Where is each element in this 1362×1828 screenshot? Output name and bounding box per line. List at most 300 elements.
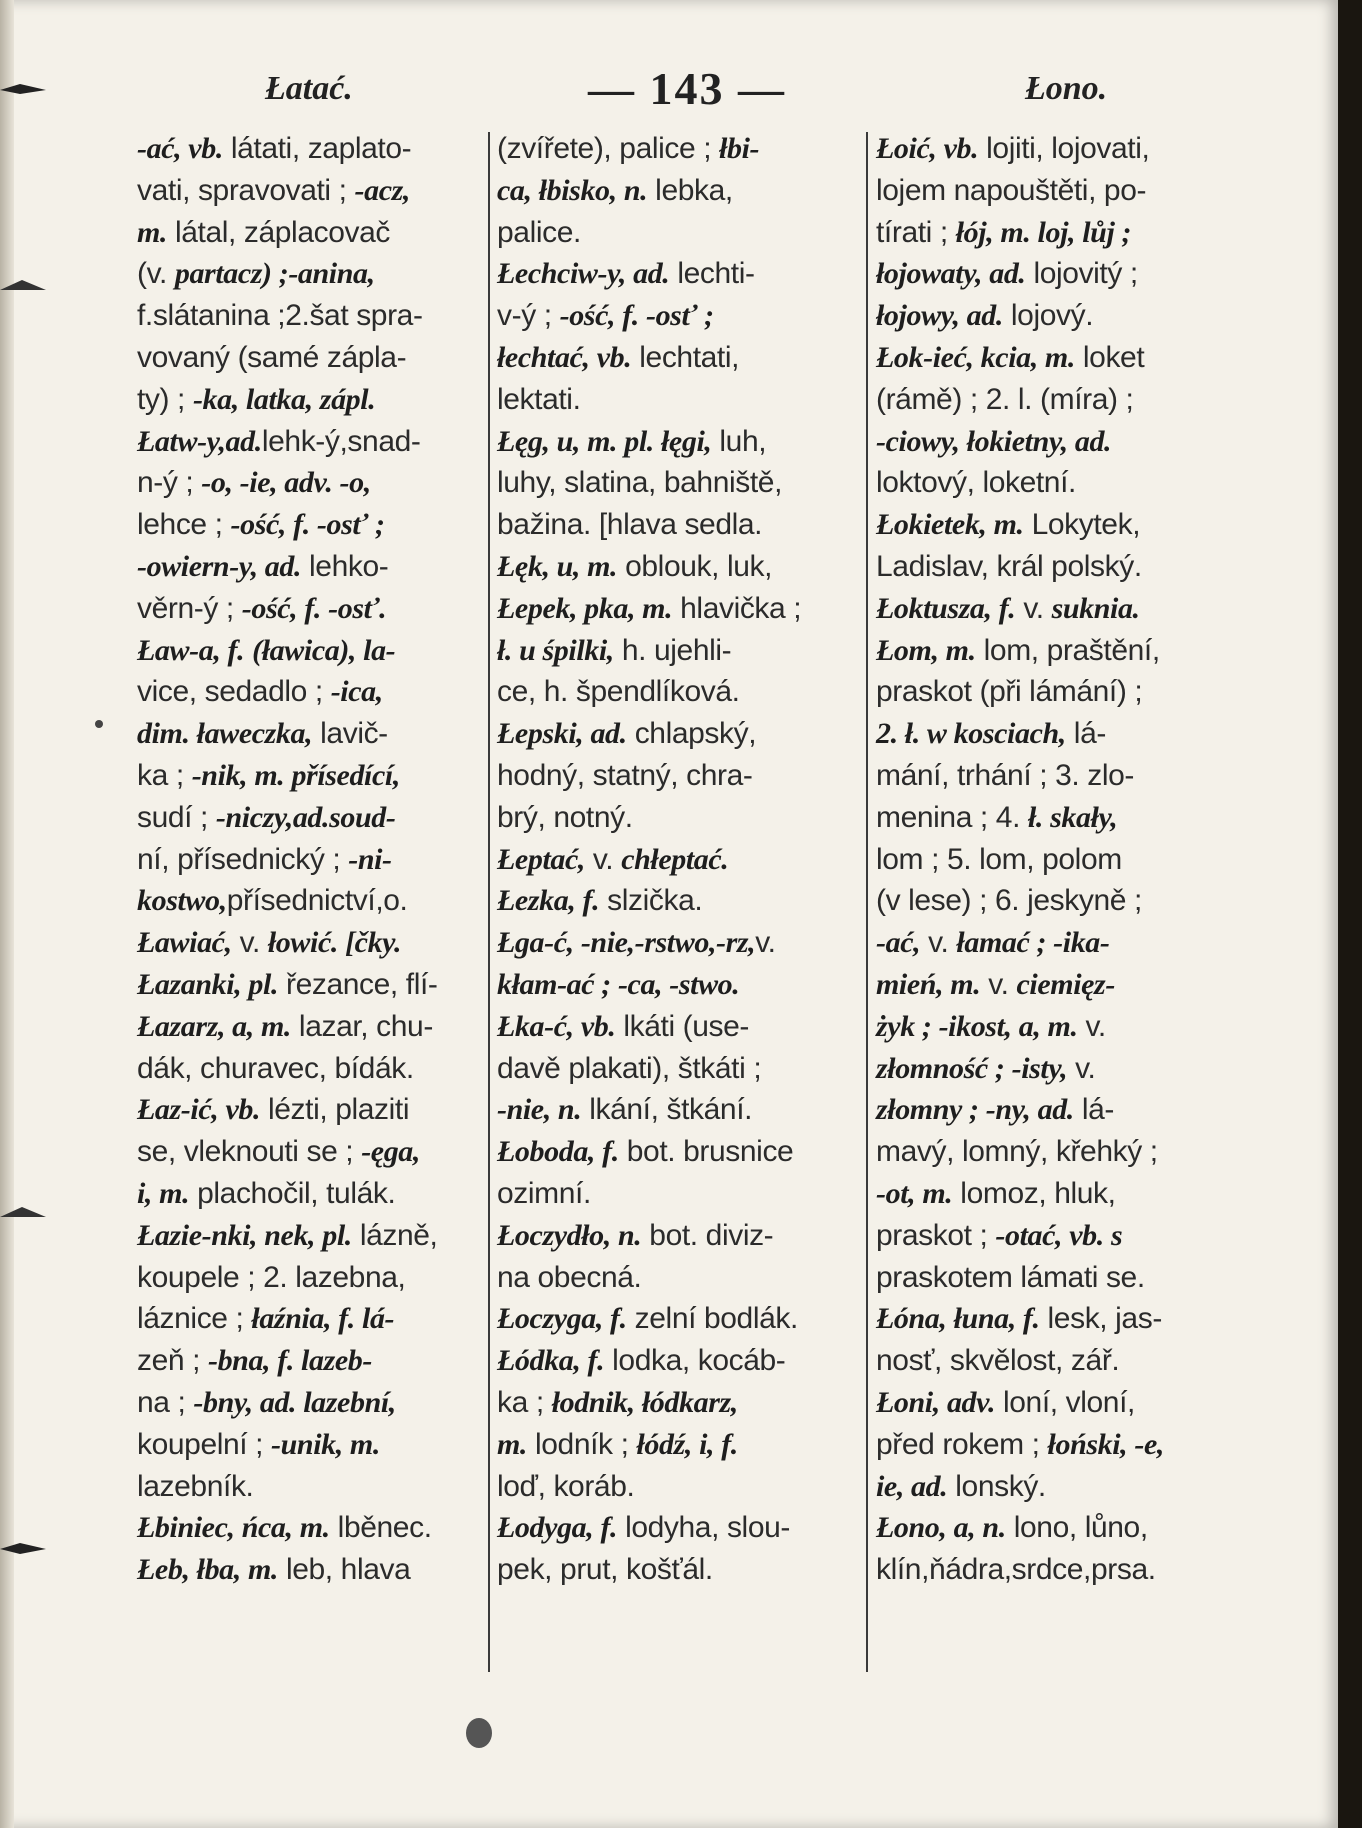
entry-headword: kostwo,	[137, 884, 227, 918]
entry-text: bažina. [hlava sedla.	[497, 508, 763, 542]
entry-headword: żyk ; -ikost, a, m.	[876, 1009, 1078, 1043]
entry-text: (rámě) ; 2. l. (míra) ;	[876, 382, 1134, 416]
entry-headword: Łęg, u, m. pl. łęgi,	[497, 424, 712, 458]
entry-text: v.	[755, 926, 776, 960]
entry-text: se, vleknouti se ;	[137, 1135, 362, 1169]
entry-inflection: -o, -ie, adv. -o,	[201, 466, 371, 500]
dictionary-line	[876, 1340, 1246, 1382]
entry-text: lběnec.	[329, 1511, 432, 1545]
dictionary-line	[137, 462, 487, 504]
dictionary-line	[876, 337, 1246, 379]
entry-text: lá-	[1065, 717, 1106, 751]
entry-text: (v.	[137, 257, 175, 291]
dictionary-line	[497, 1549, 867, 1591]
column-1	[137, 128, 487, 1591]
entry-inflection: chłeptać.	[621, 842, 729, 876]
entry-text: chlapský,	[626, 717, 757, 751]
dictionary-line	[137, 713, 487, 755]
entry-inflection: suknia.	[1051, 591, 1140, 625]
entry-text: n-ý ;	[137, 466, 202, 500]
entry-headword: dim. ławeczka,	[137, 717, 313, 751]
dictionary-line	[497, 295, 867, 337]
entry-text: vati, spravovati ;	[137, 173, 355, 207]
entry-text: pek, prut, košťál.	[497, 1553, 713, 1587]
dictionary-line	[497, 1048, 867, 1090]
dictionary-line	[497, 713, 867, 755]
entry-text: ka ;	[497, 1385, 552, 1419]
entry-text: hlavička ;	[672, 591, 802, 625]
entry-inflection: ciemięz-	[1016, 967, 1115, 1001]
entry-headword: Łazarz, a, m.	[137, 1009, 291, 1043]
dictionary-line	[876, 1089, 1246, 1131]
dictionary-line	[497, 1424, 867, 1466]
dictionary-line	[497, 504, 867, 546]
entry-headword: Łóna, łuna, f.	[876, 1302, 1040, 1336]
entry-text: v.	[980, 967, 1017, 1001]
dictionary-line	[876, 839, 1246, 881]
dictionary-line	[137, 1466, 487, 1508]
entry-headword: Łga-ć, -nie,-rstwo,-rz,	[497, 926, 756, 960]
entry-text: praskot (při lámání) ;	[876, 675, 1143, 709]
entry-text: v.	[231, 926, 268, 960]
entry-text: lézti, plaziti	[260, 1093, 410, 1127]
entry-headword: Łeptać,	[497, 842, 585, 876]
dictionary-line	[876, 755, 1246, 797]
dictionary-line	[876, 1006, 1246, 1048]
dictionary-line	[876, 1424, 1246, 1466]
dictionary-line	[137, 337, 487, 379]
dictionary-line	[497, 922, 867, 964]
entry-inflection: -ość, f. -osť.	[241, 591, 387, 625]
entry-text: v.	[920, 926, 957, 960]
entry-inflection: -ość, f. -osť ;	[230, 508, 385, 542]
dictionary-line	[876, 1257, 1246, 1299]
dictionary-line	[497, 462, 867, 504]
entry-inflection: -ni-	[348, 842, 392, 876]
dictionary-line	[137, 128, 487, 170]
ink-speck	[95, 720, 103, 728]
entry-text	[244, 634, 252, 667]
entry-inflection: łoński, -e,	[1047, 1427, 1164, 1461]
entry-headword: Łódka, f.	[497, 1344, 605, 1378]
dictionary-line	[497, 1006, 867, 1048]
dictionary-line	[137, 671, 487, 713]
entry-text: lazar, chu-	[291, 1009, 433, 1043]
entry-text: vice, sedadlo ;	[137, 675, 331, 709]
dictionary-line	[137, 1089, 487, 1131]
entry-inflection: ł. skały,	[1027, 800, 1118, 834]
entry-text: nosť, skvělost, zář.	[876, 1344, 1120, 1378]
entry-headword: Łezka, f.	[497, 884, 600, 918]
dictionary-line	[137, 797, 487, 839]
entry-text: slzička.	[599, 884, 703, 918]
dictionary-line	[876, 421, 1246, 463]
dictionary-line	[137, 922, 487, 964]
entry-inflection: -bny, ad. lazební,	[193, 1385, 396, 1419]
dictionary-line	[137, 546, 487, 588]
entry-headword: -ać, vb.	[137, 132, 223, 165]
entry-text: praskotem lámati se.	[876, 1260, 1145, 1294]
entry-text: praskot ;	[876, 1218, 996, 1252]
entry-text: látati, zaplato-	[222, 132, 412, 165]
entry-text: lonský.	[947, 1469, 1046, 1503]
dictionary-line	[137, 1549, 487, 1591]
dictionary-line	[876, 797, 1246, 839]
entry-headword: Ław-a, f.	[137, 633, 245, 667]
entry-text: luh,	[711, 424, 767, 458]
entry-text: lavič-	[312, 717, 388, 751]
entry-headword: kłam-ać ; -ca, -stwo.	[497, 967, 740, 1001]
entry-text: tírati ;	[876, 215, 956, 249]
entry-text: oblouk, luk,	[617, 549, 773, 583]
entry-text: v-ý ;	[497, 299, 560, 333]
entry-headword: -nie, n.	[497, 1093, 582, 1127]
entry-text: zelní bodlák.	[626, 1302, 798, 1336]
entry-inflection: łój, m. loj, lůj ;	[955, 215, 1132, 249]
dictionary-line	[497, 671, 867, 713]
dictionary-line	[497, 630, 867, 672]
entry-inflection: łbi-	[719, 132, 760, 165]
entry-headword: -ciowy, łokietny, ad.	[876, 424, 1112, 458]
entry-inflection: łódź, i, f.	[636, 1427, 738, 1461]
dictionary-line	[497, 546, 867, 588]
dictionary-line	[137, 1507, 487, 1549]
entry-inflection: -otać, vb. s	[995, 1218, 1123, 1252]
page-edge-mark	[0, 1540, 46, 1556]
dictionary-line	[137, 630, 487, 672]
entry-headword: mień, m.	[876, 967, 981, 1001]
dictionary-line	[876, 713, 1246, 755]
entry-text: klín,ňádra,srdce,prsa.	[876, 1553, 1156, 1587]
entry-text: lono, lůno,	[1005, 1511, 1148, 1545]
dictionary-line	[497, 421, 867, 463]
entry-text: loď, koráb.	[497, 1469, 635, 1503]
dictionary-line	[876, 880, 1246, 922]
dictionary-line	[497, 1131, 867, 1173]
entry-text: davě plakati), štkáti ;	[497, 1051, 762, 1085]
entry-text: Ladislav, král polský.	[876, 549, 1142, 583]
dictionary-line	[497, 337, 867, 379]
dictionary-line	[497, 755, 867, 797]
left-running-headword: Łatać.	[265, 70, 353, 107]
entry-text: lazebník.	[137, 1469, 254, 1503]
dictionary-line	[876, 964, 1246, 1006]
dictionary-line	[137, 1424, 487, 1466]
entry-text: v.	[1067, 1051, 1096, 1085]
entry-headword: Ławiać,	[137, 926, 232, 960]
entry-text: lojový.	[1002, 299, 1094, 333]
entry-text: lehko-	[301, 549, 389, 583]
dictionary-line	[137, 1340, 487, 1382]
entry-headword: Łka-ć, vb.	[497, 1009, 616, 1043]
dictionary-line	[876, 546, 1246, 588]
entry-inflection: łodnik, łódkarz,	[551, 1385, 738, 1419]
entry-text: mavý, lomný, křehký ;	[876, 1135, 1158, 1169]
entry-headword: łechtać, vb.	[497, 340, 632, 374]
dictionary-line	[876, 212, 1246, 254]
entry-text: (zvířete), palice ;	[497, 132, 720, 165]
entry-text: lojem napouštěti, po-	[876, 173, 1147, 207]
entry-headword: -ać,	[876, 926, 921, 960]
dictionary-line	[876, 1507, 1246, 1549]
column-divider	[488, 132, 490, 1672]
entry-headword: Łoczyga, f.	[497, 1302, 627, 1336]
entry-headword: Łoktusza, f.	[876, 591, 1016, 625]
dictionary-line	[497, 839, 867, 881]
dictionary-line	[497, 1298, 867, 1340]
dictionary-line	[497, 964, 867, 1006]
dictionary-line	[497, 1257, 867, 1299]
dictionary-line	[876, 1173, 1246, 1215]
entry-headword: Łatw-y,ad.	[137, 424, 262, 458]
entry-text: hodný, statný, chra-	[497, 758, 753, 792]
dictionary-line	[497, 128, 867, 170]
dictionary-line	[497, 1173, 867, 1215]
dictionary-line	[876, 1131, 1246, 1173]
page-header	[0, 62, 1338, 122]
entry-text: sudí ;	[137, 800, 216, 834]
entry-text: palice.	[497, 215, 581, 249]
entry-headword: m.	[137, 215, 168, 249]
entry-headword: Łoczydło, n.	[497, 1218, 642, 1252]
entry-text: ozimní.	[497, 1176, 591, 1210]
dictionary-line	[137, 964, 487, 1006]
entry-headword: i, m.	[137, 1176, 190, 1210]
entry-headword: złomny ; -ny, ad.	[876, 1093, 1074, 1127]
dictionary-line	[137, 588, 487, 630]
dictionary-line	[137, 1215, 487, 1257]
page-edge-mark	[0, 1205, 46, 1221]
dictionary-line	[497, 880, 867, 922]
entry-text: zeň ;	[137, 1344, 208, 1378]
dictionary-line	[137, 1131, 487, 1173]
dictionary-line	[137, 212, 487, 254]
dictionary-line	[497, 1215, 867, 1257]
dictionary-line	[876, 253, 1246, 295]
entry-headword: Łechciw-y, ad.	[497, 257, 670, 291]
entry-text: v.	[1015, 591, 1052, 625]
ink-blot	[466, 1718, 492, 1748]
dictionary-line	[497, 212, 867, 254]
entry-text: lá-	[1073, 1093, 1114, 1127]
entry-text: mání, trhání ; 3. zlo-	[876, 758, 1134, 792]
dictionary-line	[876, 671, 1246, 713]
entry-headword: -owiern-y, ad.	[137, 549, 302, 583]
entry-headword: Łazanki, pl.	[137, 967, 279, 1001]
entry-text: h. ujehli-	[613, 633, 732, 667]
entry-text: lom ; 5. lom, polom	[876, 842, 1122, 876]
dictionary-line	[876, 170, 1246, 212]
entry-inflection: -niczy,ad.soud-	[215, 800, 396, 834]
entry-inflection: -ęga,	[361, 1135, 420, 1169]
entry-headword: ca, łbisko, n.	[497, 173, 648, 207]
entry-inflection: łaźnia, f. lá-	[251, 1302, 395, 1336]
dictionary-line	[497, 1340, 867, 1382]
entry-text: na ;	[137, 1385, 194, 1419]
entry-text: lojiti, lojovati,	[978, 132, 1150, 165]
entry-text: látal, záplacovač	[167, 215, 390, 249]
entry-headword: Łom, m.	[876, 633, 976, 667]
entry-text: lomoz, hluk,	[952, 1176, 1116, 1210]
entry-text: vovaný (samé zápla-	[137, 340, 407, 374]
entry-text: ní, přísednický ;	[137, 842, 349, 876]
entry-headword: łojowy, ad.	[876, 299, 1003, 333]
dictionary-line	[137, 755, 487, 797]
dictionary-line	[876, 588, 1246, 630]
entry-headword: Łoić, vb.	[876, 132, 979, 165]
entry-text: loní, vloní,	[995, 1385, 1135, 1419]
dictionary-line	[876, 1215, 1246, 1257]
entry-text: menina ; 4.	[876, 800, 1028, 834]
entry-text: lodyha, slou-	[617, 1511, 790, 1545]
entry-headword: złomność ; -isty,	[876, 1051, 1068, 1085]
entry-text: lkání, štkání.	[581, 1093, 753, 1127]
entry-text: plachočil, tulák.	[189, 1176, 396, 1210]
entry-headword: Łodyga, f.	[497, 1511, 618, 1545]
entry-headword: Łok-ieć, kcia, m.	[876, 340, 1075, 374]
dictionary-line	[876, 1048, 1246, 1090]
dictionary-line	[876, 1298, 1246, 1340]
entry-text: před rokem ;	[876, 1427, 1048, 1461]
dictionary-line	[137, 839, 487, 881]
dictionary-line	[137, 1382, 487, 1424]
entry-text: loktový, loketní.	[876, 466, 1076, 500]
entry-inflection: -nik, m. přísedící,	[191, 758, 400, 792]
dictionary-line	[876, 128, 1246, 170]
entry-headword: Łono, a, n.	[876, 1511, 1006, 1545]
dictionary-line	[497, 1466, 867, 1508]
entry-text: lojovitý ;	[1025, 257, 1138, 291]
entry-text: lázně,	[351, 1218, 438, 1252]
entry-text: ty) ;	[137, 382, 193, 416]
entry-inflection: -unik, m.	[271, 1427, 380, 1461]
entry-text: ce, h. špendlíková.	[497, 675, 740, 709]
entry-text: f.slátanina ;2.šat spra-	[137, 299, 423, 333]
dictionary-line	[137, 421, 487, 463]
dictionary-line	[137, 1257, 487, 1299]
entry-text: lodka, kocáb-	[604, 1344, 786, 1378]
entry-text: lom, praštění,	[975, 633, 1160, 667]
entry-text: lesk, jas-	[1039, 1302, 1162, 1336]
entry-text: lechtati,	[631, 340, 740, 374]
entry-text: leb, hlava	[278, 1553, 411, 1587]
column-divider	[866, 132, 868, 1672]
entry-headword: Łaz-ić, vb.	[137, 1093, 261, 1127]
entry-text: koupelní ;	[137, 1427, 272, 1461]
entry-text: lechti-	[669, 257, 755, 291]
dictionary-line	[497, 170, 867, 212]
entry-text: Lokytek,	[1023, 508, 1141, 542]
column-3	[876, 128, 1246, 1591]
dictionary-line	[497, 253, 867, 295]
entry-headword: Łokietek, m.	[876, 508, 1024, 542]
entry-text: luhy, slatina, bahniště,	[497, 466, 783, 500]
entry-inflection: -ka, latka, zápl.	[192, 382, 376, 416]
entry-text: lebka,	[647, 173, 733, 207]
entry-text: řezance, flí-	[278, 967, 438, 1001]
entry-text: v.	[585, 842, 622, 876]
entry-text: ka ;	[137, 758, 192, 792]
dictionary-line	[497, 797, 867, 839]
entry-text: (v lese) ; 6. jeskyně ;	[876, 884, 1142, 918]
entry-headword: m.	[497, 1427, 528, 1461]
dictionary-line	[876, 1466, 1246, 1508]
dictionary-line	[137, 253, 487, 295]
entry-inflection: -ość, f. -osť ;	[559, 299, 714, 333]
entry-text: bot. brusnice	[618, 1135, 794, 1169]
entry-text: lektati.	[497, 382, 581, 416]
entry-headword: łojowaty, ad.	[876, 257, 1026, 291]
dictionary-line	[497, 1089, 867, 1131]
entry-headword: Łepski, ad.	[497, 717, 627, 751]
entry-headword: Łepek, pka, m.	[497, 591, 673, 625]
column-2	[497, 128, 867, 1591]
dictionary-line	[876, 295, 1246, 337]
dictionary-line	[137, 880, 487, 922]
dictionary-line	[137, 379, 487, 421]
dictionary-line	[137, 295, 487, 337]
entry-text: brý, notný.	[497, 800, 633, 834]
entry-headword: Łoboda, f.	[497, 1135, 619, 1169]
entry-headword: Łęk, u, m.	[497, 549, 618, 583]
entry-headword: Łeb, łba, m.	[137, 1553, 279, 1587]
entry-text: lehce ;	[137, 508, 231, 542]
dictionary-line	[137, 1006, 487, 1048]
entry-text: lehk-ý,snad-	[261, 424, 421, 458]
entry-text: koupele ; 2. lazebna,	[137, 1260, 406, 1294]
dictionary-line	[497, 588, 867, 630]
entry-text: dák, churavec, bídák.	[137, 1051, 414, 1085]
entry-text: lkáti (use-	[615, 1009, 750, 1043]
entry-text: věrn-ý ;	[137, 591, 242, 625]
entry-headword: Łoni, adv.	[876, 1385, 996, 1419]
dictionary-line	[137, 1048, 487, 1090]
entry-headword: -ot, m.	[876, 1176, 953, 1210]
dictionary-line	[137, 1173, 487, 1215]
entry-text: na obecná.	[497, 1260, 642, 1294]
entry-text: láznice ;	[137, 1302, 252, 1336]
entry-inflection: łowić. [čky.	[267, 926, 402, 960]
entry-inflection: łamać ; -ika-	[956, 926, 1110, 960]
entry-headword: ł. u śpilki,	[497, 633, 614, 667]
dictionary-line	[876, 1549, 1246, 1591]
dictionary-line	[137, 1298, 487, 1340]
entry-text: lodník ;	[527, 1427, 637, 1461]
entry-inflection: partacz) ;-anina,	[174, 257, 375, 291]
page-number: — 143 —	[588, 63, 786, 114]
dictionary-line	[876, 379, 1246, 421]
entry-inflection: (ławica), la-	[252, 633, 396, 667]
dictionary-line	[876, 504, 1246, 546]
entry-inflection: -ica,	[330, 675, 383, 709]
dictionary-line	[876, 462, 1246, 504]
dictionary-line	[137, 170, 487, 212]
dictionary-line	[876, 1382, 1246, 1424]
page-edge-mark	[0, 278, 46, 294]
dictionary-line	[876, 922, 1246, 964]
dictionary-line	[497, 1507, 867, 1549]
entry-text: v.	[1077, 1009, 1106, 1043]
dictionary-line	[497, 379, 867, 421]
dictionary-line	[497, 1382, 867, 1424]
dictionary-line	[137, 504, 487, 546]
entry-text: loket	[1074, 340, 1145, 374]
entry-inflection: -acz,	[354, 173, 410, 207]
entry-inflection: -bna, f. lazeb-	[207, 1344, 372, 1378]
entry-text: bot. diviz-	[641, 1218, 774, 1252]
entry-headword: 2. ł. w kosciach,	[876, 717, 1066, 751]
entry-text: přísednictví,o.	[226, 884, 408, 918]
